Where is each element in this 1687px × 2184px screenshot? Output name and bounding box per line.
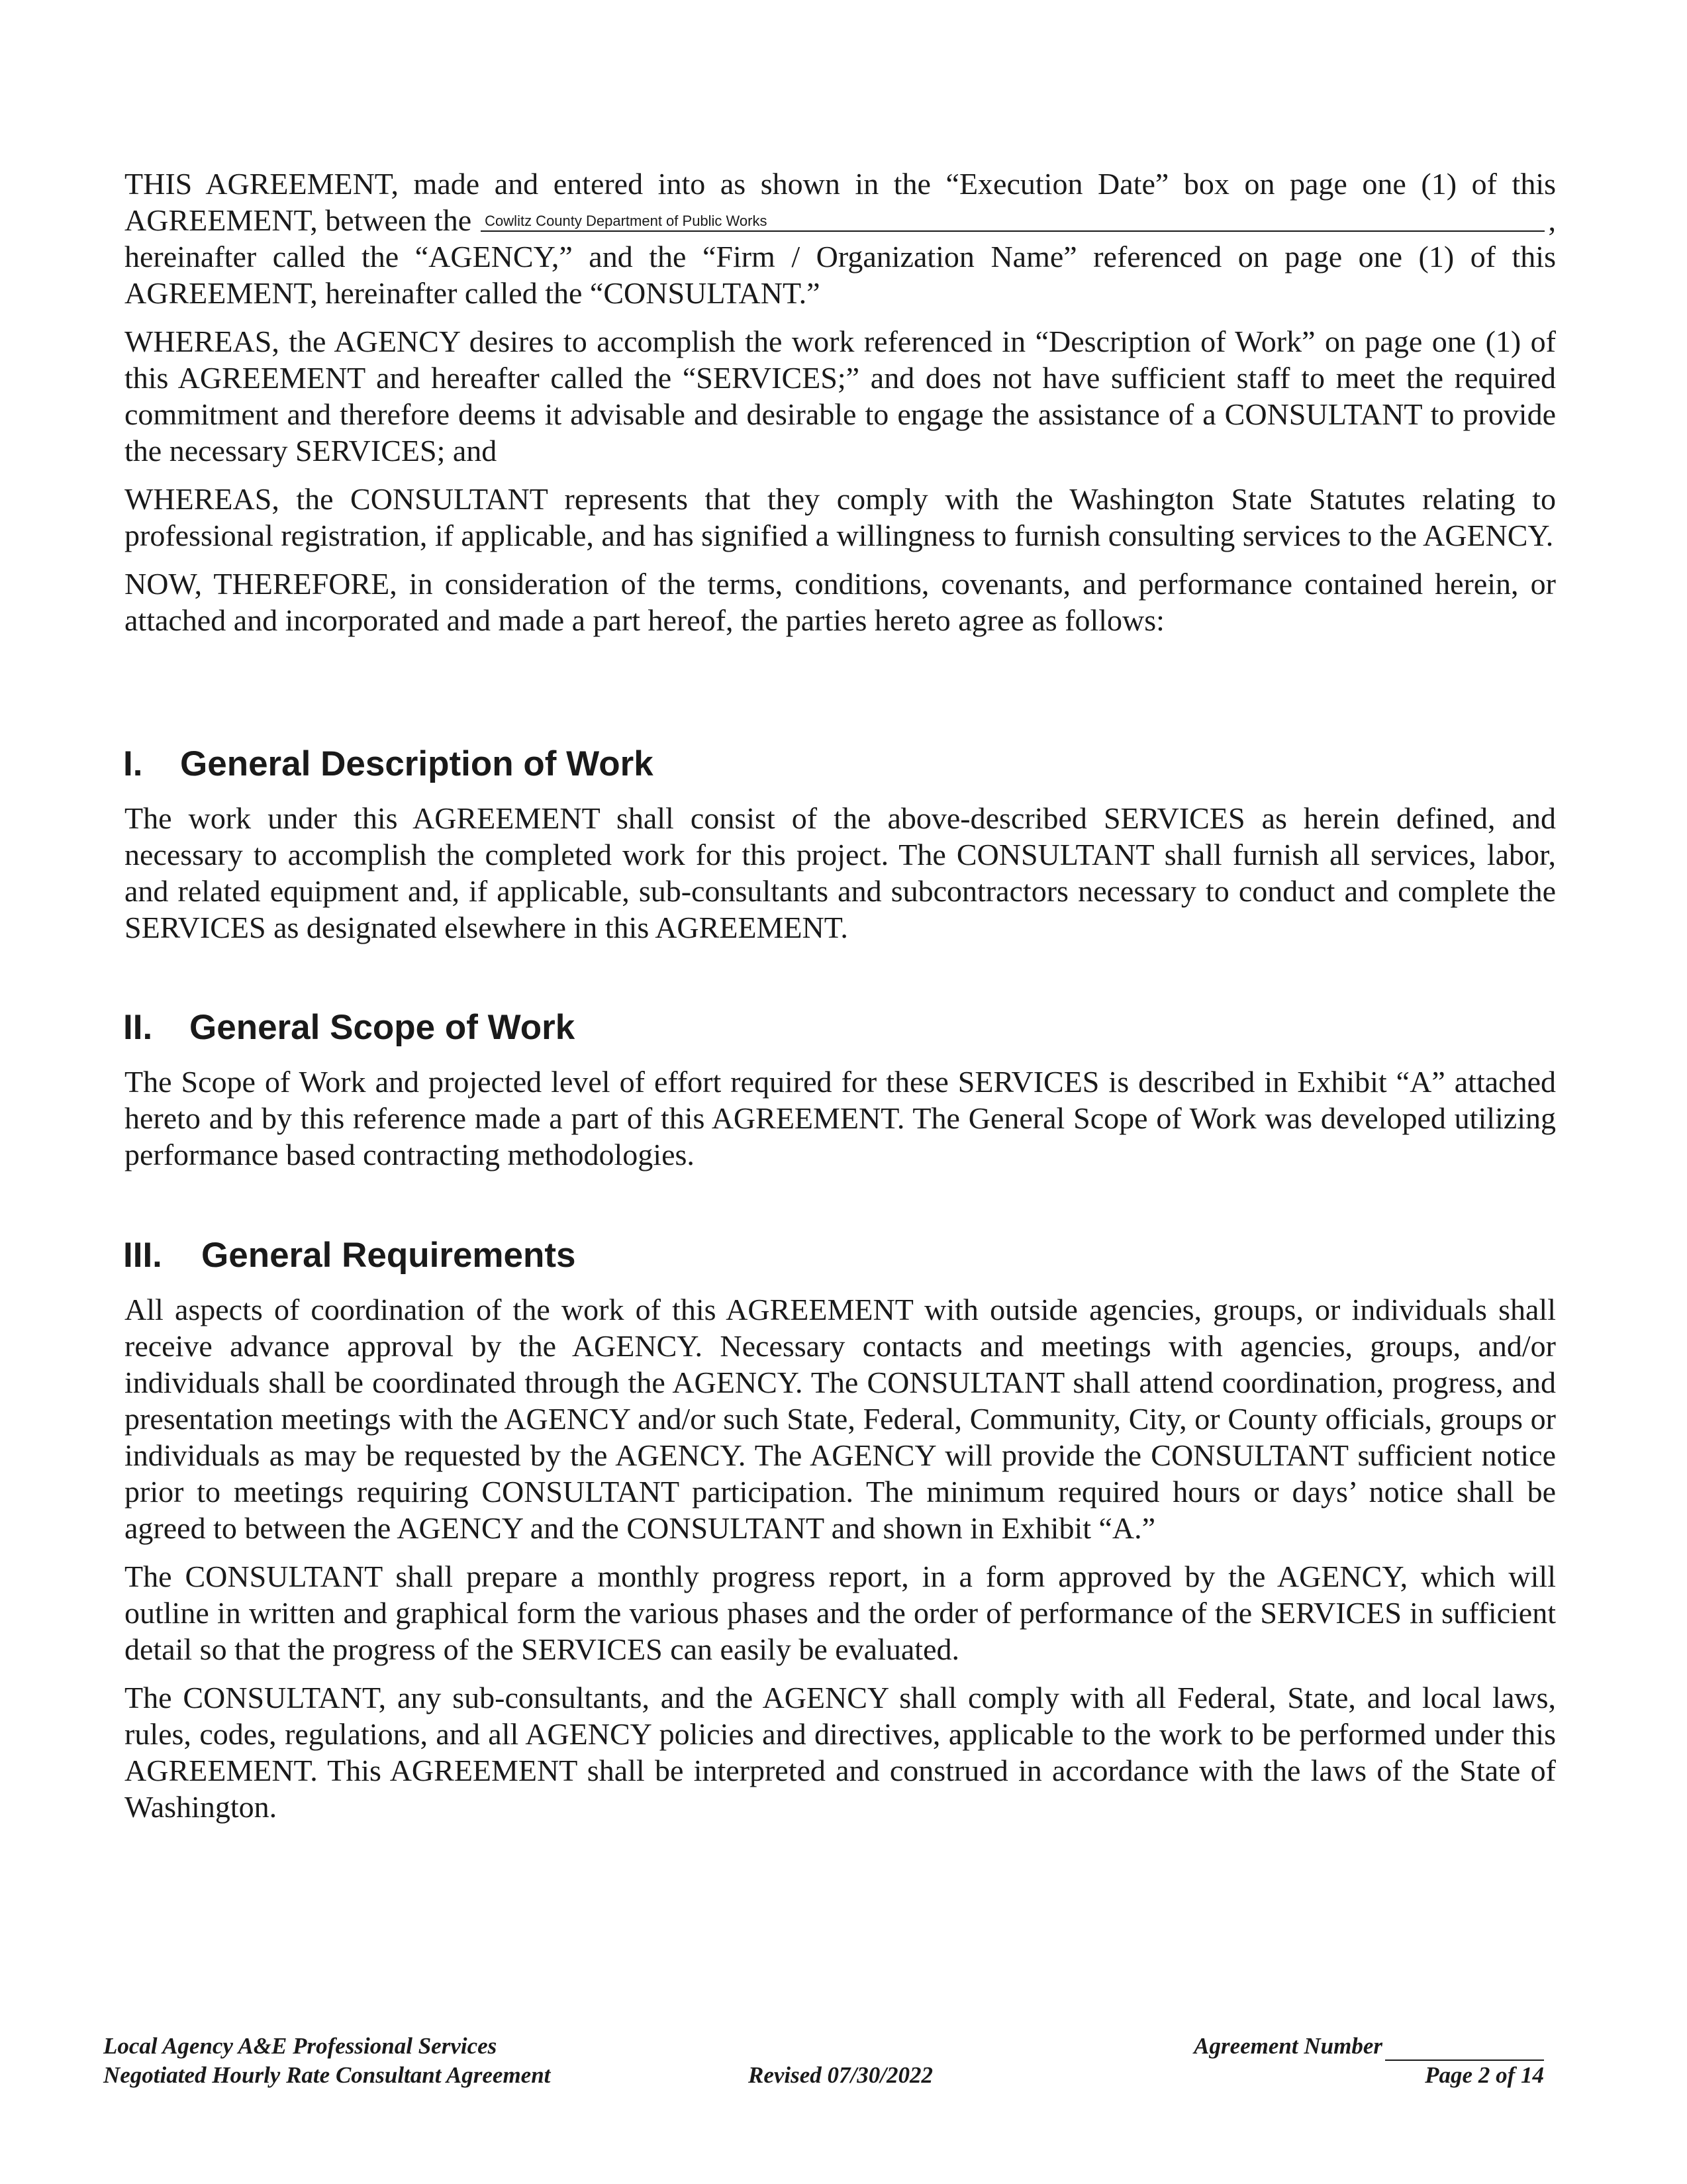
intro-paragraph-1-line-2: AGREEMENT, between the: [124, 203, 472, 237]
footer-form-title-line-1: Local Agency A&E Professional Services: [103, 2033, 497, 2059]
intro-paragraph-4: NOW, THEREFORE, in consideration of the terms, conditions, covenants, and performance contained herein, or attached and incorporated and made a part hereof, the parties hereto agree as follows:: [124, 567, 1556, 637]
section-3-number: III.: [123, 1236, 162, 1275]
section-3-paragraph-2: The CONSULTANT shall prepare a monthly progress report, in a form approved by the AGENCY, which will outline in written and graphical form the various phases and the order of performance of the SERVICES in sufficient detail so that the progress of the SERVICES can easily be evaluated.: [124, 1560, 1556, 1666]
section-2-body: [124, 1064, 1556, 1185]
agency-name-value: Cowlitz County Department of Public Works: [485, 213, 767, 229]
footer-page-number: Page 2 of 14: [1425, 2062, 1544, 2088]
intro-paragraph-1-line-1: THIS AGREEMENT, made and entered into as shown in the “Execution Date” box on page one (1) of this: [124, 167, 1556, 201]
section-2-title: General Scope of Work: [189, 1008, 575, 1047]
section-3-title: General Requirements: [201, 1236, 576, 1275]
agreement-number-row: [1160, 2032, 1544, 2061]
section-1-body: [124, 800, 1556, 958]
section-2-heading: [123, 1008, 575, 1048]
section-2-number: II.: [123, 1008, 153, 1047]
section-3-body: [124, 1291, 1556, 1837]
footer-form-title-line-2: Negotiated Hourly Rate Consultant Agreement: [103, 2062, 551, 2088]
agency-name-field[interactable]: [481, 204, 1544, 232]
section-1-title: General Description of Work: [180, 744, 653, 783]
intro-block: [124, 166, 1556, 650]
agreement-number-label: Agreement Number: [1194, 2033, 1382, 2059]
intro-paragraph-1-rest: hereinafter called the “AGENCY,” and the “Firm / Organization Name” referenced on page one (1) of this AGREEMENT, hereinafter called the “CONSULTANT.”: [124, 240, 1556, 310]
agency-name-row: [124, 202, 1556, 238]
intro-paragraph-2: WHEREAS, the AGENCY desires to accomplish the work referenced in “Description of Work” on page one (1) of this AGREEMENT and hereafter called the “SERVICES;” and does not have sufficient staff to meet the required commitment and therefore deems it advisable and desirable to engage the assistance of a CONSULTANT to provide the necessary SERVICES; and: [124, 324, 1556, 468]
section-3-heading: [123, 1236, 576, 1275]
section-3-paragraph-1: All aspects of coordination of the work of this AGREEMENT with outside agencies, groups, or individuals shall receive advance approval by the AGENCY. Necessary contacts and meetings with agencies, groups, and/or individuals shall be coordinated through the AGENCY. The CONSULTANT shall attend coordination, progress, and presentation meetings with the AGENCY and/or such State, Federal, Community, City, or County officials, groups or individuals as may be requested by the AGENCY. The AGENCY will provide the CONSULTANT sufficient notice prior to meetings requiring CONSULTANT participation. The minimum required hours or days’ notice shall be agreed to between the AGENCY and the CONSULTANT and shown in Exhibit “A.”: [124, 1293, 1556, 1545]
section-3-paragraph-3: The CONSULTANT, any sub-consultants, and the AGENCY shall comply with all Federal, State, and local laws, rules, codes, regulations, and all AGENCY policies and directives, applicable to the work to be performed under this AGREEMENT. This AGREEMENT shall be interpreted and construed in accordance with the laws of the State of Washington.: [124, 1681, 1556, 1824]
section-1-paragraph-1: The work under this AGREEMENT shall consist of the above-described SERVICES as herein defined, and necessary to accomplish the completed work for this project. The CONSULTANT shall furnish all services, labor, and related equipment and, if applicable, sub-consultants and subcontractors necessary to conduct and complete the SERVICES as designated elsewhere in this AGREEMENT.: [124, 801, 1556, 944]
section-2-paragraph-1: The Scope of Work and projected level of effort required for these SERVICES is described in Exhibit “A” attached hereto and by this reference made a part of this AGREEMENT. The General Scope of Work was developed utilizing performance based contracting methodologies.: [124, 1065, 1556, 1171]
agreement-number-field[interactable]: [1385, 2040, 1544, 2061]
agency-name-comma: ,: [1548, 203, 1556, 237]
section-1-number: I.: [123, 744, 143, 783]
footer-agreement-info: [1160, 2032, 1544, 2090]
footer-revised-date: Revised 07/30/2022: [748, 2062, 933, 2088]
section-1-heading: [123, 744, 653, 784]
footer-form-title: [103, 2032, 550, 2090]
intro-paragraph-3: WHEREAS, the CONSULTANT represents that they comply with the Washington State Statutes relating to professional registration, if applicable, and has signified a willingness to furnish consulting services to the AGENCY.: [124, 482, 1556, 552]
